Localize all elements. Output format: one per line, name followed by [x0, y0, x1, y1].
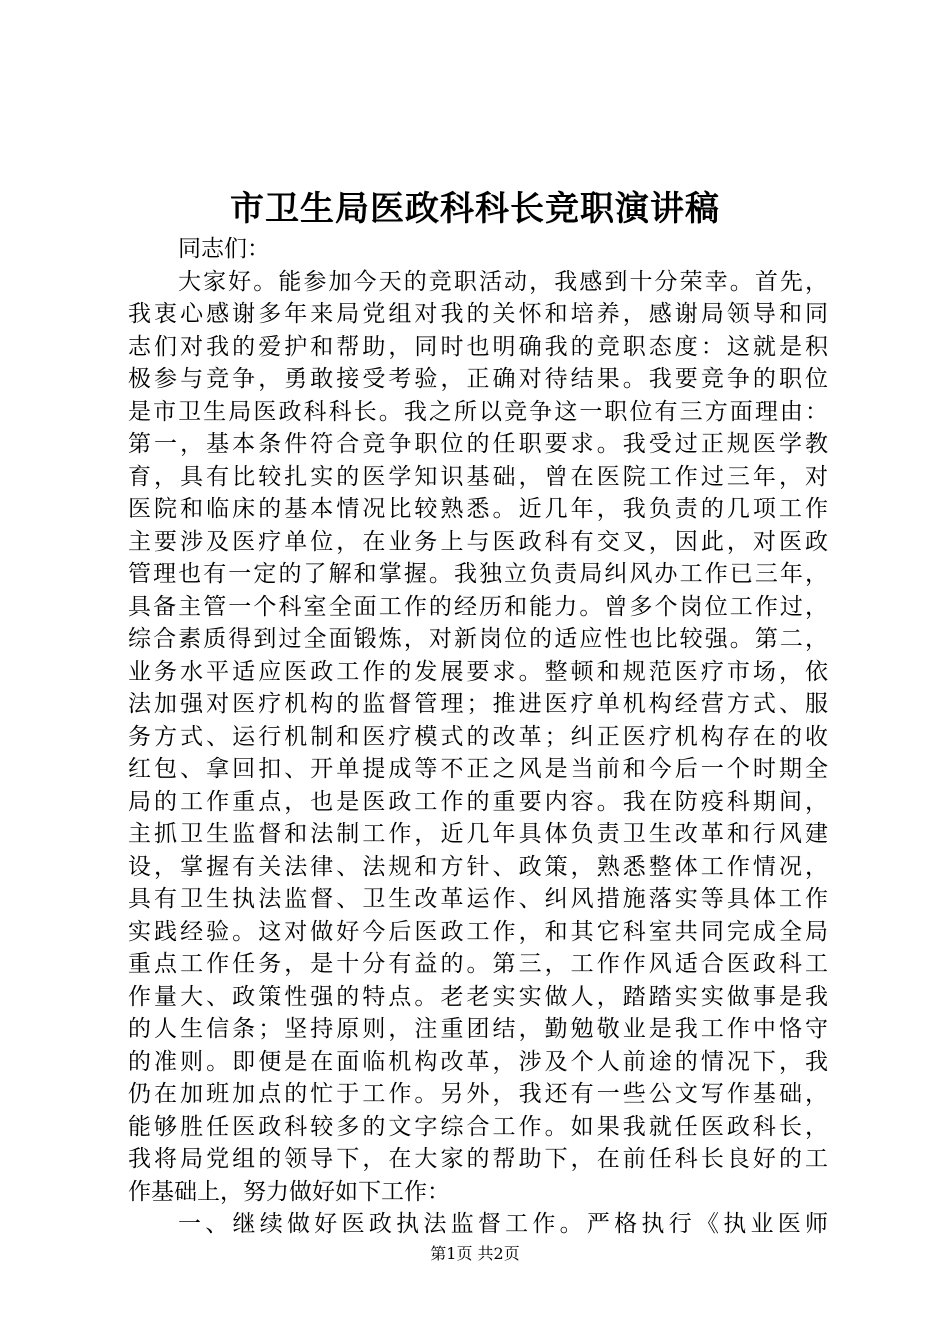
- paragraph-line: 综合素质得到过全面锻炼，对新岗位的适应性也比较强。第二，: [128, 626, 828, 652]
- paragraph-line: 主抓卫生监督和法制工作，近几年具体负责卫生改革和行风建: [128, 821, 828, 847]
- paragraph-line: 主要涉及医疗单位，在业务上与医政科有交叉，因此，对医政: [128, 528, 828, 555]
- paragraph-line: 作量大、政策性强的特点。老老实实做人，踏踏实实做事是我: [128, 983, 828, 1010]
- paragraph-line: 重点工作任务，是十分有益的。第三，工作作风适合医政科工: [128, 951, 828, 977]
- paragraph-line: 管理也有一定的了解和掌握。我独立负责局纠风办工作已三年，: [128, 561, 828, 587]
- paragraph-line: 医院和临床的基本情况比较熟悉。近几年，我负责的几项工作: [128, 496, 828, 522]
- paragraph-line: 局的工作重点，也是医政工作的重要内容。我在防疫科期间，: [128, 788, 828, 815]
- paragraph-line: 志们对我的爱护和帮助，同时也明确我的竞职态度：这就是积: [128, 333, 828, 360]
- salutation: 同志们：: [178, 236, 270, 262]
- paragraph-line: 我将局党组的领导下，在大家的帮助下，在前任科长良好的工: [128, 1146, 828, 1172]
- paragraph-line: 能够胜任医政科较多的文字综合工作。如果我就任医政科长，: [128, 1113, 828, 1140]
- document-body: [128, 233, 828, 1241]
- paragraph-line: 我衷心感谢多年来局党组对我的关怀和培养，感谢局领导和同: [128, 301, 828, 327]
- paragraph-line: 具有卫生执法监督、卫生改革运作、纠风措施落实等具体工作: [128, 886, 828, 912]
- paragraph-line: 设，掌握有关法律、法规和方针、政策，熟悉整体工作情况，: [128, 853, 828, 880]
- page-number-footer: 第1页 共2页: [430, 1244, 520, 1263]
- paragraph-line: 务方式、运行机制和医疗模式的改革；纠正医疗机构存在的收: [128, 723, 828, 750]
- paragraph-line: 极参与竞争，勇敢接受考验，正确对待结果。我要竞争的职位: [128, 366, 828, 392]
- paragraph-line: 作基础上，努力做好如下工作：: [128, 1178, 450, 1205]
- paragraph-line: 是市卫生局医政科科长。我之所以竞争这一职位有三方面理由：: [128, 398, 828, 425]
- paragraph-line: 的人生信条；坚持原则，注重团结，勤勉敬业是我工作中恪守: [128, 1016, 828, 1042]
- paragraph-line: 育，具有比较扎实的医学知识基础，曾在医院工作过三年，对: [128, 463, 828, 490]
- paragraph-line: 大家好。能参加今天的竞职活动，我感到十分荣幸。首先，: [178, 268, 828, 295]
- paragraph-line: 仍在加班加点的忙于工作。另外，我还有一些公文写作基础，: [128, 1081, 828, 1107]
- paragraph-line: 具备主管一个科室全面工作的经历和能力。曾多个岗位工作过，: [128, 593, 828, 620]
- paragraph-line: 实践经验。这对做好今后医政工作，和其它科室共同完成全局: [128, 918, 828, 945]
- paragraph-line: 一、继续做好医政执法监督工作。严格执行《执业医师: [178, 1211, 828, 1237]
- paragraph-line: 红包、拿回扣、开单提成等不正之风是当前和今后一个时期全: [128, 756, 828, 782]
- document-title: 市卫生局医政科科长竞职演讲稿: [230, 189, 720, 229]
- paragraph-line: 第一，基本条件符合竞争职位的任职要求。我受过正规医学教: [128, 431, 828, 457]
- paragraph-line: 业务水平适应医政工作的发展要求。整顿和规范医疗市场，依: [128, 658, 828, 685]
- paragraph-line: 的准则。即便是在面临机构改革，涉及个人前途的情况下，我: [128, 1048, 828, 1075]
- paragraph-line: 法加强对医疗机构的监督管理；推进医疗单机构经营方式、服: [128, 691, 828, 717]
